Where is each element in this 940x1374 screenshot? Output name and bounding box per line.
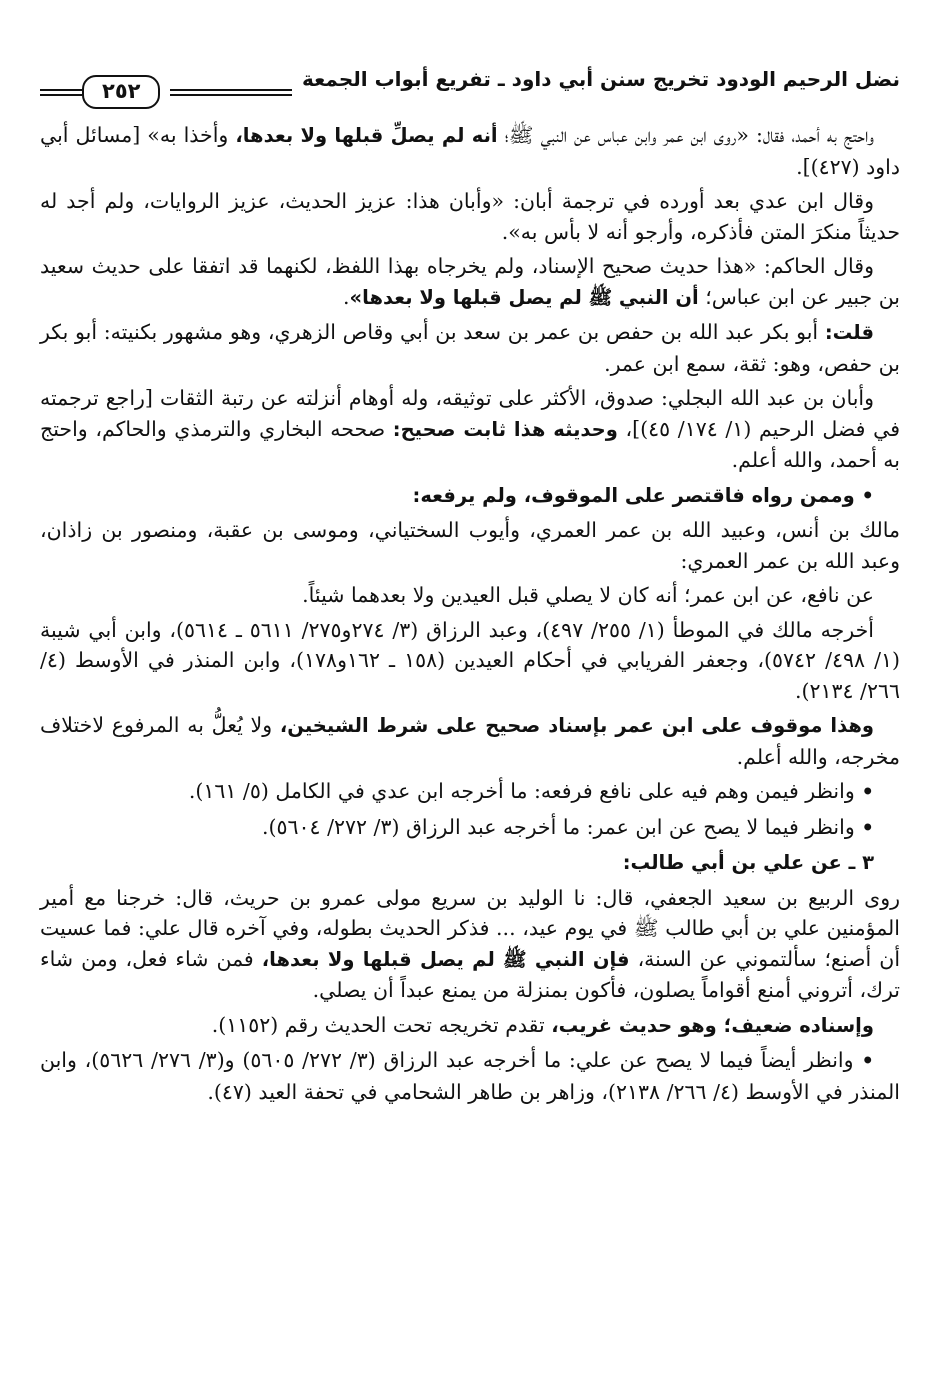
bold-text-run: أن النبي ﷺ لم يصل قبلها ولا بعدها»	[349, 285, 699, 309]
text-run: وقال ابن عدي بعد أورده في ترجمة أبان: «وأبان هذا: عزيز الحديث، عزيز الروايات، ولم أجد له حديثاً منكرَ المتن فأذكره، وأرجو أنه لا بأس به».	[40, 189, 900, 244]
running-header	[40, 52, 900, 104]
page-number-rule	[40, 89, 82, 96]
text-run: فمن شاء فعل، ومن شاء ترك، أتروني أمنع أقواماً يصلون، فأكون بمنزلة من يمنع عبداً أن يصلي.	[40, 946, 900, 1002]
paragraph	[40, 1010, 900, 1042]
bold-text-run: قلت:	[824, 321, 874, 344]
paragraph	[40, 1045, 900, 1107]
paragraph	[40, 710, 900, 772]
page-number-group	[40, 75, 160, 108]
text-run: مالك بن أنس، وعبيد الله بن عمر العمري، وأيوب السختياني، وموسى بن عقبة، ومنصور بن زاذان، وعبد الله بن عمر العمري:	[40, 518, 900, 573]
bold-text-run: وحديثه هذا ثابت صحيح:	[392, 417, 618, 441]
text-run: وقال الحاكم: «هذا حديث صحيح الإسناد، ولم يخرجاه بهذا اللفظ، لكنهما قد اتفقا على حديث سعيد بن جبير عن ابن عباس؛	[40, 254, 900, 309]
bold-text-run: فإن النبي ﷺ لم يصل قبلها ولا بعدها،	[261, 947, 630, 971]
text-run: .	[343, 284, 350, 309]
bold-text-run: ٣ ـ عن علي بن أبي طالب:	[622, 851, 874, 874]
text-run: واحتج به أحمد، فقال: «روى ابن عمر وابن عباس عن النبي ﷺ؛	[497, 123, 874, 147]
text-run: وأبان بن عبد الله البجلي: صدوق، الأكثر على توثيقه، وله أوهام أنزلته عن رتبة الثقات [راجع ترجمته في فضل الرحيم (١/ ١٧٤/ ٤٥)]،	[40, 386, 901, 441]
bold-text-run: وإسناده ضعيف؛ وهو حديث غريب،	[551, 1013, 874, 1037]
text-run: وانظر أيضاً فيما لا يصح عن علي: ما أخرجه عبد الرزاق (٣/ ٢٧٢/ ٥٦٠٥) و(٣/ ٢٧٦/ ٥٦٢٦)، وابن المنذر في الأوسط (٤/ ٢٦٦/ ٢١٣٨)، وزاهر بن طاهر الشحامي في تحفة العيد (٤٧).	[40, 1048, 900, 1104]
text-run: وانظر فيمن وهم فيه على نافع فرفعه: ما أخرجه ابن عدي في الكامل (٥/ ١٦١).	[188, 779, 855, 803]
paragraph	[40, 812, 900, 844]
bold-text-run: •	[854, 780, 874, 803]
text-run: أبو بكر عبد الله بن حفص بن عمر بن سعد بن أبي وقاص الزهري، وهو مشهور بكنيته: أبو بكر بن حفص، وهو: ثقة، سمع ابن عمر.	[40, 320, 900, 376]
page-number: ٢٥٢	[82, 75, 160, 108]
text-run: صححه البخاري والترمذي والحاكم، واحتج به أحمد، والله أعلم.	[40, 416, 900, 472]
paragraph	[40, 317, 900, 379]
bold-text-run: أنه لم يصلِّ قبلها ولا بعدها،	[235, 124, 498, 147]
text-run: وانظر فيما لا يصح عن ابن عمر: ما أخرجه عبد الرزاق (٣/ ٢٧٢/ ٥٦٠٤).	[261, 814, 855, 839]
bold-text-run: •	[853, 1049, 875, 1072]
paragraph	[40, 776, 900, 808]
text-run: ولا يُعلُّ به المرفوع لاختلاف مخرجه، والله أعلم.	[40, 713, 900, 769]
paragraph	[40, 615, 900, 707]
text-run: أخرجه مالك في الموطأ (١/ ٢٥٥/ ٤٩٧)، وعبد الرزاق (٣/ ٢٧٤و٢٧٥/ ٥٦١١ ـ ٥٦١٤)، وابن أبي شيبة (١/ ٤٩٨/ ٥٧٤٢)، وجعفر الفريابي في أحكام العيدين (١٥٨ ـ ١٦٢و١٧٨)، وابن المنذر في الأوسط (٤/ ٢٦٦/ ٢١٣٤).	[40, 617, 900, 703]
paragraph	[40, 580, 900, 611]
paragraph	[40, 383, 900, 476]
text-run: عن نافع، عن ابن عمر؛ أنه كان لا يصلي قبل العيدين ولا بعدهما شيئاً.	[302, 583, 874, 607]
paragraph	[40, 186, 900, 247]
paragraph	[40, 251, 900, 313]
text-run: روى الربيع بن سعيد الجعفي، قال: نا الوليد بن سريع مولى عمرو بن حريث، قال: خرجنا مع أمير المؤمنين علي بن أبي طالب ﷺ في يوم عيد، ... فذكر الحديث بطوله، وفي آخره قال علي: فما عسيت أن أصنع؛ سألتموني عن السنة،	[40, 885, 901, 971]
bold-text-run: •	[854, 815, 874, 839]
body-text	[40, 120, 900, 1111]
paragraph	[40, 515, 900, 576]
header-title: نضل الرحيم الودود تخريج سنن أبي داود ـ تفريع أبواب الجمعة	[302, 67, 900, 91]
header-rule	[170, 89, 292, 96]
text-run: تقدم تخريجه تحت الحديث رقم (١١٥٢).	[211, 1012, 552, 1037]
text-run: وأخذا به» [مسائل أبي داود (٤٢٧)].	[40, 123, 900, 179]
bold-text-run: وهذا موقوف على ابن عمر بإسناد صحيح على شرط الشيخين،	[279, 714, 875, 737]
paragraph	[40, 883, 900, 1006]
paragraph	[40, 847, 900, 879]
bold-text-run: • وممن رواه فاقتصر على الموقوف، ولم يرفعه:	[412, 483, 874, 507]
paragraph	[40, 120, 900, 182]
paragraph	[40, 480, 900, 512]
